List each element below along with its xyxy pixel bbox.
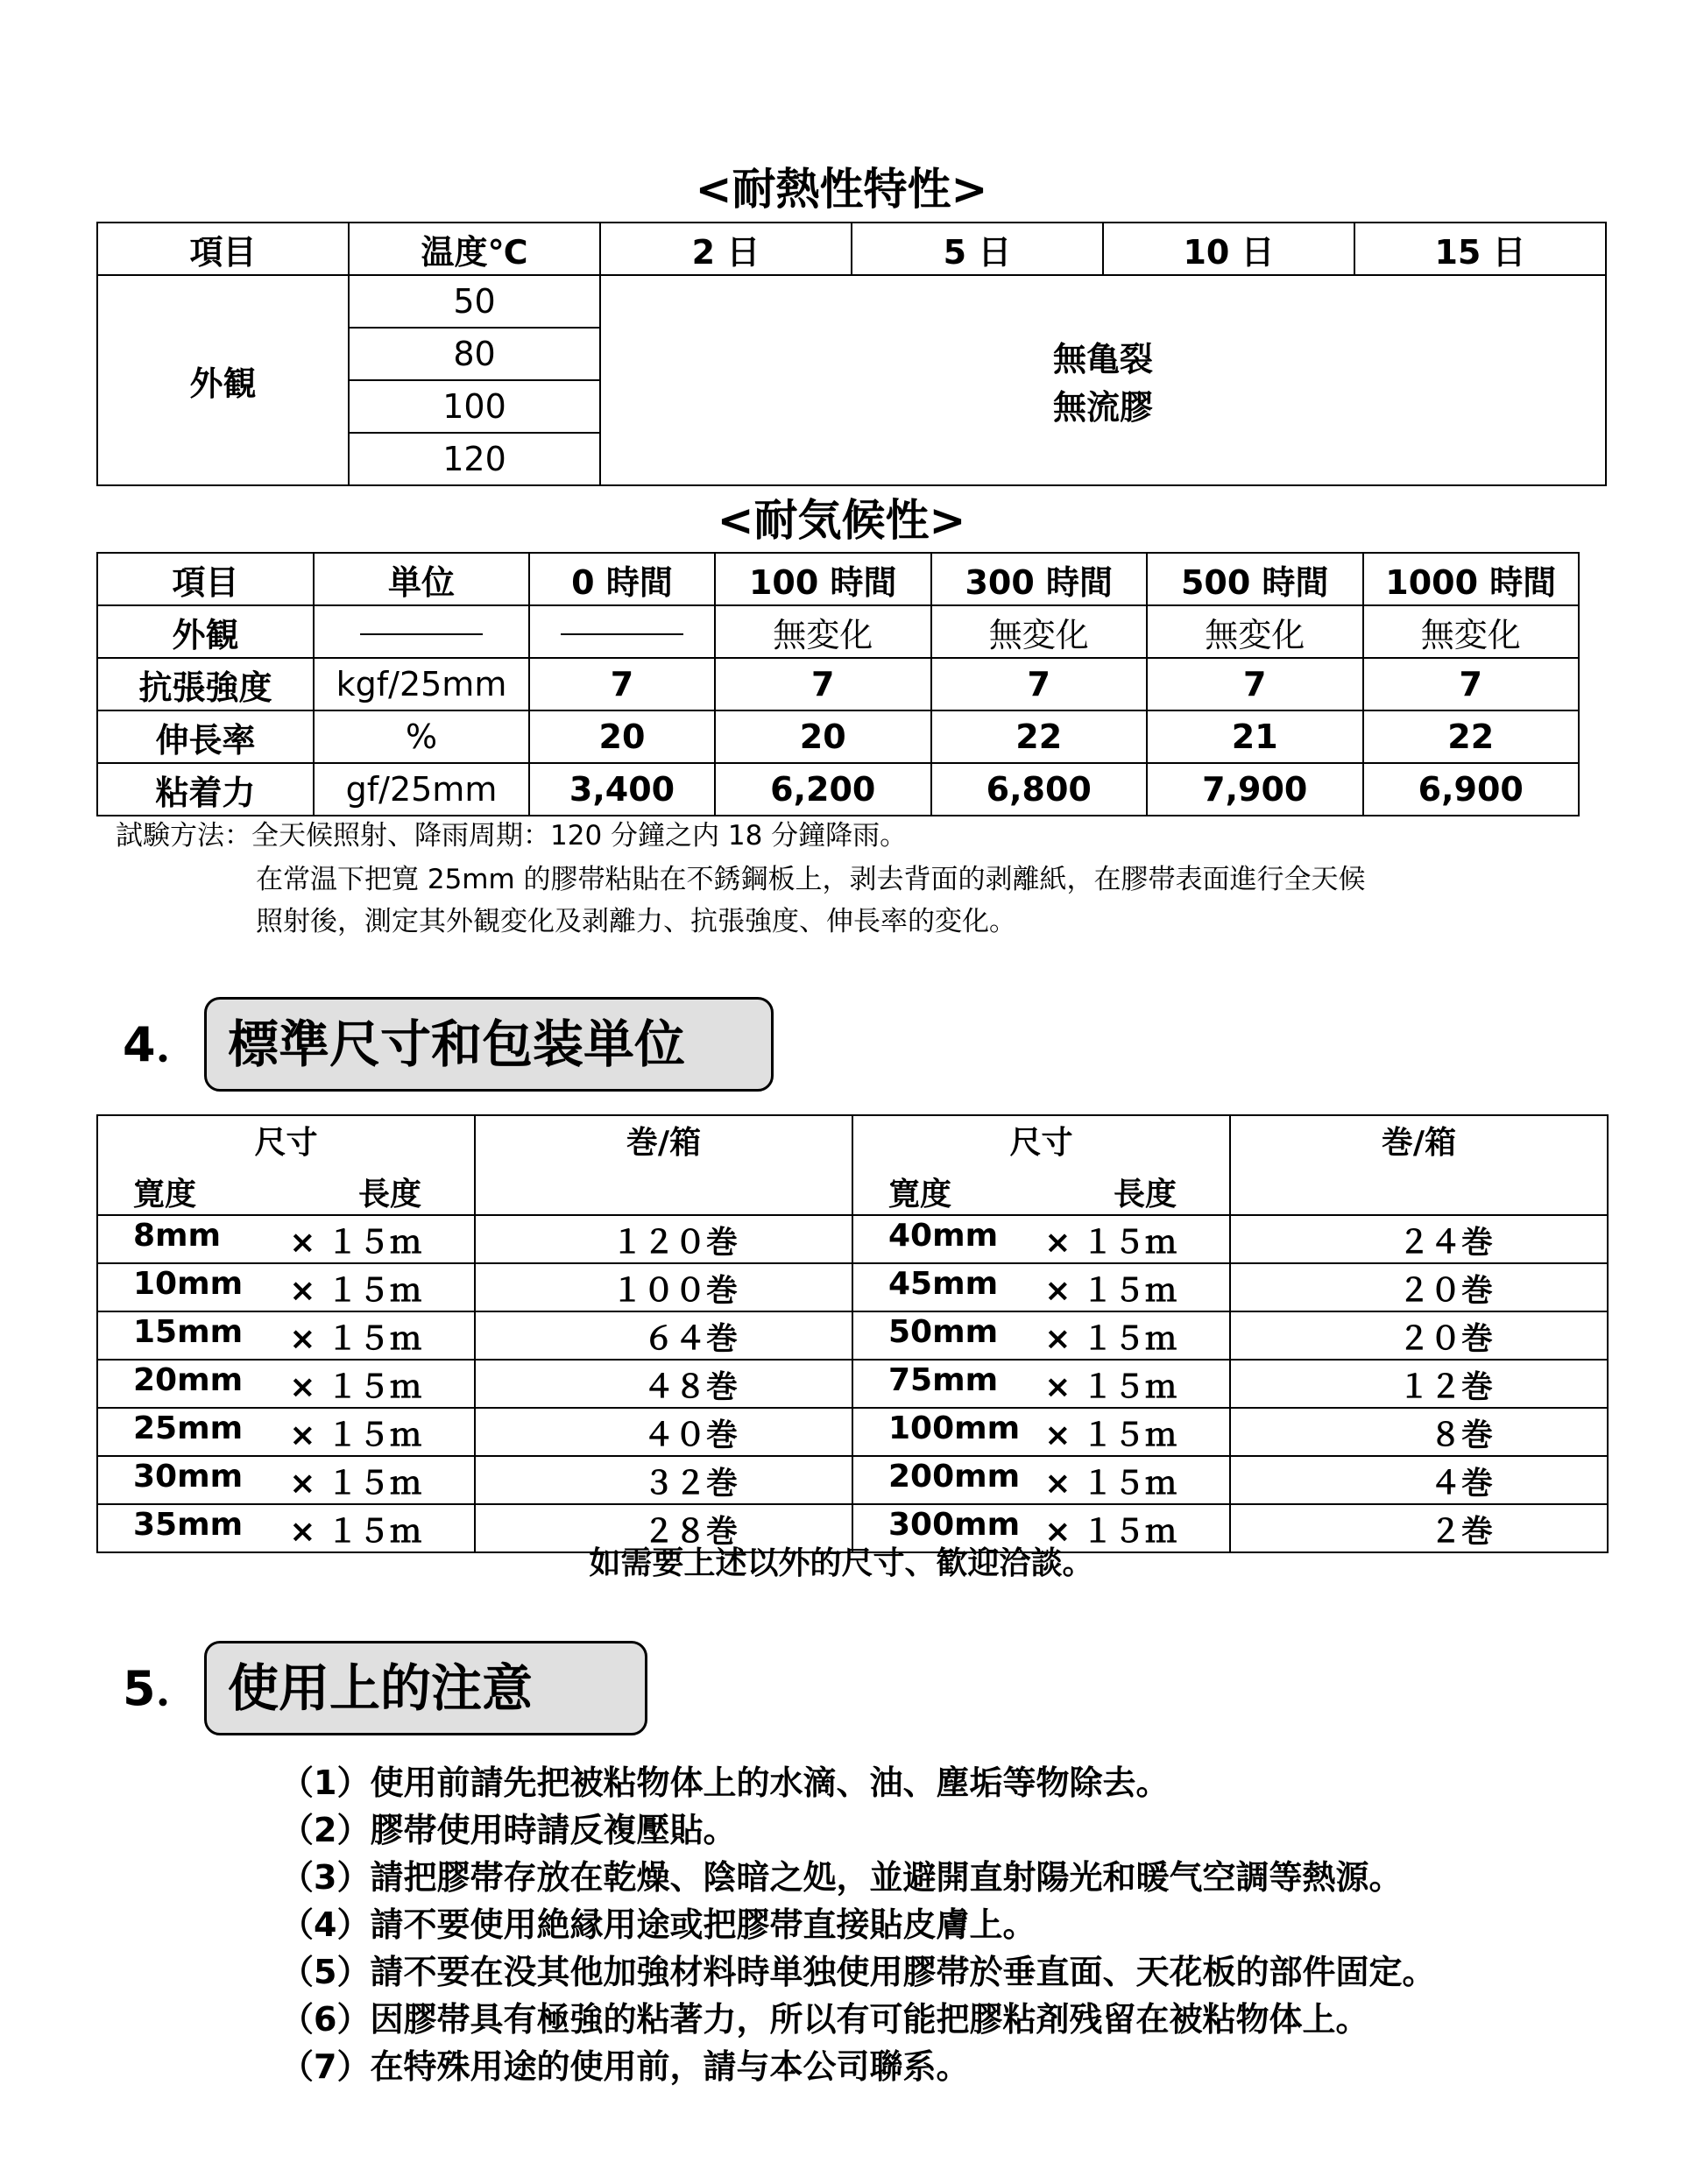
weather-value: 無変化: [715, 605, 931, 658]
caution-item: （1）使用前請先把被粘物体上的水滴、油、塵垢等物除去。: [280, 1763, 1170, 1802]
weather-header: 300 時間: [931, 553, 1148, 605]
size-width: 8mm: [133, 1218, 222, 1254]
weather-value: 7: [1147, 658, 1363, 710]
weather-header: 項目: [97, 553, 314, 605]
weather-value: 7,900: [1147, 763, 1363, 816]
size-rolls: ３２巻: [475, 1456, 852, 1504]
size-header: [97, 1115, 475, 1215]
size-length: × １５ｍ: [1044, 1369, 1177, 1405]
weather-row: [97, 763, 1579, 816]
size-width: 100mm: [888, 1410, 1021, 1446]
heat-header: 2 日: [600, 223, 852, 275]
size-rolls: ４０巻: [475, 1408, 852, 1456]
caution-item: （6）因膠帯具有極強的粘著力，所以有可能把膠粘剤残留在被粘物体上。: [280, 2000, 1369, 2039]
length-header: 長度: [357, 1177, 421, 1212]
caution-item: （2）膠帯使用時請反複壓貼。: [280, 1811, 737, 1849]
weather-unit-dash: [314, 605, 529, 658]
size-width: 300mm: [888, 1507, 1021, 1543]
size-rolls: １２巻: [1230, 1360, 1608, 1408]
size-length: × １５ｍ: [289, 1225, 421, 1261]
size-length: × １５ｍ: [1044, 1417, 1177, 1453]
size-row: [97, 1360, 1608, 1408]
size-width: 45mm: [888, 1266, 999, 1302]
section-4-number: 4．: [123, 1017, 203, 1072]
size-row: [97, 1408, 1608, 1456]
heat-temp: 120: [349, 433, 600, 485]
weather-value: 7: [1363, 658, 1580, 710]
size-rolls: １００巻: [475, 1263, 852, 1311]
size-length: × １５ｍ: [1044, 1466, 1177, 1502]
weather-unit: %: [314, 710, 529, 763]
size-rolls: ２０巻: [1230, 1263, 1608, 1311]
size-note: 如需要上述以外的尺寸、歓迎洽談。: [589, 1545, 1094, 1581]
weather-item: 粘着力: [97, 763, 314, 816]
weather-value: 無変化: [1363, 605, 1580, 658]
test-method-note: 試験方法：全天候照射、降雨周期：120 分鐘之内 18 分鐘降雨。: [116, 820, 908, 852]
section-5-heading: 使用上的注意: [204, 1641, 647, 1735]
size-width: 40mm: [888, 1218, 999, 1254]
rolls-header: 巻/箱: [1230, 1115, 1608, 1215]
size-length: × １５ｍ: [1044, 1321, 1177, 1357]
size-row: [97, 1215, 1608, 1263]
weather-header: 500 時間: [1147, 553, 1363, 605]
size-header: [852, 1115, 1230, 1215]
heat-header: 5 日: [852, 223, 1103, 275]
heat-table: [96, 222, 1607, 486]
heat-header: 温度℃: [349, 223, 600, 275]
size-rolls: ６４巻: [475, 1311, 852, 1360]
size-width: 30mm: [133, 1459, 244, 1495]
weather-item: 伸長率: [97, 710, 314, 763]
weather-item: 抗張強度: [97, 658, 314, 710]
weather-row: [97, 658, 1579, 710]
weather-row: [97, 605, 1579, 658]
weather-value: 6,900: [1363, 763, 1580, 816]
weather-title: <耐気候性>: [717, 495, 966, 546]
caution-item: （5）請不要在没其他加強材料時単独使用膠帯於垂直面、天花板的部件固定。: [280, 1953, 1436, 1991]
weather-header-row: [97, 553, 1579, 605]
heat-result-line2: 無流膠: [1052, 388, 1153, 427]
width-header: 寛度: [133, 1177, 197, 1212]
weather-value: 7: [715, 658, 931, 710]
size-width: 200mm: [888, 1459, 1021, 1495]
weather-value: 無変化: [931, 605, 1148, 658]
size-width: 20mm: [133, 1362, 244, 1398]
size-rolls: ２巻: [1230, 1504, 1608, 1552]
caution-item: （7）在特殊用途的使用前，請与本公司聯系。: [280, 2047, 970, 2086]
weather-value-dash: [529, 605, 715, 658]
heat-result-line1: 無亀裂: [1052, 340, 1153, 378]
weather-value: 7: [931, 658, 1148, 710]
heat-header: 項目: [97, 223, 349, 275]
size-rolls: ４巻: [1230, 1456, 1608, 1504]
weather-unit: kgf/25mm: [314, 658, 529, 710]
test-method-detail: 照射後，測定其外観変化及剥離力、抗張強度、伸長率的変化。: [256, 906, 1016, 937]
weather-value: 21: [1147, 710, 1363, 763]
size-length: × １５ｍ: [1044, 1225, 1177, 1261]
caution-item: （4）請不要使用絶縁用途或把膠帯直接貼皮膚上。: [280, 1905, 1036, 1944]
rolls-header: 巻/箱: [475, 1115, 852, 1215]
heat-result: [600, 275, 1606, 485]
size-header-label: 尺寸: [1009, 1125, 1073, 1161]
size-rolls: ４８巻: [475, 1360, 852, 1408]
size-length: × １５ｍ: [289, 1273, 421, 1309]
size-row: [97, 1456, 1608, 1504]
weather-unit: gf/25mm: [314, 763, 529, 816]
size-length: × １５ｍ: [289, 1514, 421, 1550]
weather-header: 100 時間: [715, 553, 931, 605]
size-length: × １５ｍ: [1044, 1514, 1177, 1550]
weather-value: 20: [715, 710, 931, 763]
weather-header: 0 時間: [529, 553, 715, 605]
size-width: 75mm: [888, 1362, 999, 1398]
section-5-number: 5．: [123, 1661, 203, 1716]
size-length: × １５ｍ: [289, 1417, 421, 1453]
size-width: 35mm: [133, 1507, 244, 1543]
size-rolls: ２４巻: [1230, 1215, 1608, 1263]
size-table: [96, 1114, 1609, 1553]
size-length: × １５ｍ: [289, 1466, 421, 1502]
size-length: × １５ｍ: [289, 1321, 421, 1357]
caution-list: [280, 1759, 1435, 2090]
size-width: 50mm: [888, 1314, 999, 1350]
weather-header: 1000 時間: [1363, 553, 1580, 605]
weather-value: 7: [529, 658, 715, 710]
weather-value: 22: [1363, 710, 1580, 763]
weather-value: 20: [529, 710, 715, 763]
weather-value: 無変化: [1147, 605, 1363, 658]
heat-temp: 50: [349, 275, 600, 328]
size-width: 15mm: [133, 1314, 244, 1350]
heat-header-row: [97, 223, 1606, 275]
weather-row: [97, 710, 1579, 763]
weather-value: 22: [931, 710, 1148, 763]
section-4-heading: 標準尺寸和包装単位: [204, 997, 774, 1092]
weather-table: [96, 552, 1580, 816]
weather-item: 外観: [97, 605, 314, 658]
heat-header: 15 日: [1354, 223, 1606, 275]
size-rolls: ２０巻: [1230, 1311, 1608, 1360]
weather-header: 単位: [314, 553, 529, 605]
size-header-label: 尺寸: [254, 1125, 318, 1161]
weather-value: 3,400: [529, 763, 715, 816]
size-row: [97, 1263, 1608, 1311]
size-width: 25mm: [133, 1410, 244, 1446]
heat-header: 10 日: [1103, 223, 1354, 275]
heat-title: <耐熱性特性>: [695, 164, 988, 215]
size-row: [97, 1311, 1608, 1360]
heat-item: 外観: [97, 275, 349, 485]
size-length: × １５ｍ: [1044, 1273, 1177, 1309]
weather-value: 6,800: [931, 763, 1148, 816]
size-rolls: ２８巻: [475, 1504, 852, 1552]
length-header: 長度: [1113, 1177, 1177, 1212]
size-length: × １５ｍ: [289, 1369, 421, 1405]
heat-temp: 100: [349, 380, 600, 433]
size-rolls: １２０巻: [475, 1215, 852, 1263]
size-width: 10mm: [133, 1266, 244, 1302]
weather-value: 6,200: [715, 763, 931, 816]
size-rolls: ８巻: [1230, 1408, 1608, 1456]
width-header: 寛度: [888, 1177, 952, 1212]
heat-temp: 80: [349, 328, 600, 380]
caution-item: （3）請把膠帯存放在乾燥、陰暗之処，並避開直射陽光和暖气空調等熱源。: [280, 1858, 1403, 1897]
test-method-detail: 在常温下把寛 25mm 的膠帯粘貼在不銹鋼板上，剥去背面的剥離紙，在膠帯表面進行全天候: [256, 864, 1366, 895]
